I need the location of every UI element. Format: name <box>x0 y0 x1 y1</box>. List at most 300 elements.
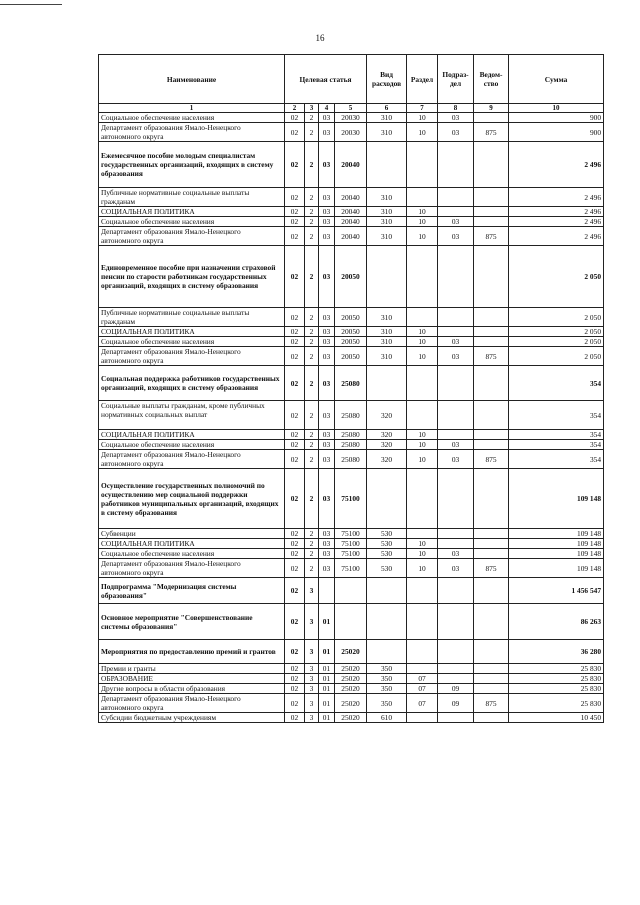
expense-type: 310 <box>367 347 407 366</box>
code-subprogram: 3 <box>305 713 319 723</box>
code-program: 02 <box>285 217 305 227</box>
table-row <box>99 113 604 123</box>
amount: 10 450 <box>509 713 604 723</box>
table-row <box>99 347 604 366</box>
code-direction: 75100 <box>335 549 367 559</box>
subsection: 03 <box>438 123 474 142</box>
column-number: 8 <box>438 104 474 113</box>
item-name: Департамент образования Ямало-Ненецкого автономного округа <box>99 227 285 246</box>
code-main-event: 03 <box>319 401 335 430</box>
subsection <box>438 327 474 337</box>
section: 07 <box>407 694 438 713</box>
department-code <box>474 207 509 217</box>
header-expense-type: Вид расходов <box>367 55 407 104</box>
section: 10 <box>407 450 438 469</box>
table-body <box>99 113 604 723</box>
expense-type: 610 <box>367 713 407 723</box>
expense-type: 310 <box>367 207 407 217</box>
code-direction: 25020 <box>335 640 367 664</box>
amount: 354 <box>509 430 604 440</box>
code-main-event: 03 <box>319 327 335 337</box>
code-main-event: 03 <box>319 366 335 401</box>
amount: 2 496 <box>509 207 604 217</box>
table-row <box>99 227 604 246</box>
header-name: Наименование <box>99 55 285 104</box>
subsection <box>438 674 474 684</box>
department-code: 875 <box>474 347 509 366</box>
code-program: 02 <box>285 694 305 713</box>
code-main-event: 01 <box>319 664 335 674</box>
code-program: 02 <box>285 549 305 559</box>
table-row <box>99 578 604 604</box>
department-code <box>474 366 509 401</box>
code-subprogram: 2 <box>305 430 319 440</box>
section: 10 <box>407 337 438 347</box>
item-name: Единовременное пособие при назначении страховой пенсии по старости работникам государственных организаций, входящих в систему образования <box>99 246 285 308</box>
subsection: 03 <box>438 559 474 578</box>
department-code <box>474 674 509 684</box>
code-subprogram: 2 <box>305 469 319 529</box>
code-subprogram: 2 <box>305 549 319 559</box>
code-subprogram: 3 <box>305 674 319 684</box>
code-main-event: 01 <box>319 640 335 664</box>
code-program: 02 <box>285 308 305 327</box>
code-main-event: 03 <box>319 227 335 246</box>
amount: 25 830 <box>509 674 604 684</box>
code-subprogram: 2 <box>305 113 319 123</box>
header-section: Раздел <box>407 55 438 104</box>
item-name: Социальные выплаты гражданам, кроме публичных нормативных социальных выплат <box>99 401 285 430</box>
expense-type: 310 <box>367 327 407 337</box>
code-direction: 20030 <box>335 113 367 123</box>
item-name: СОЦИАЛЬНАЯ ПОЛИТИКА <box>99 539 285 549</box>
expense-type: 530 <box>367 549 407 559</box>
item-name: СОЦИАЛЬНАЯ ПОЛИТИКА <box>99 430 285 440</box>
code-direction: 25080 <box>335 366 367 401</box>
table-row <box>99 430 604 440</box>
amount: 2 050 <box>509 347 604 366</box>
section: 10 <box>407 327 438 337</box>
section <box>407 246 438 308</box>
code-subprogram: 2 <box>305 529 319 539</box>
item-name: Социальная поддержка работников государственных организаций, входящих в систему образования <box>99 366 285 401</box>
code-subprogram: 2 <box>305 217 319 227</box>
subsection <box>438 664 474 674</box>
department-code <box>474 142 509 188</box>
amount: 900 <box>509 113 604 123</box>
item-name: Осуществление государственных полномочий по осуществлению мер социальной поддержки работников муниципальных организаций, входящих в систему образования <box>99 469 285 529</box>
table-row <box>99 549 604 559</box>
department-code <box>474 246 509 308</box>
section: 10 <box>407 217 438 227</box>
code-program: 02 <box>285 664 305 674</box>
code-main-event: 01 <box>319 684 335 694</box>
amount: 354 <box>509 366 604 401</box>
amount: 2 050 <box>509 246 604 308</box>
subsection <box>438 713 474 723</box>
code-direction: 20050 <box>335 327 367 337</box>
subsection <box>438 578 474 604</box>
department-code <box>474 539 509 549</box>
expense-type: 310 <box>367 217 407 227</box>
amount: 36 280 <box>509 640 604 664</box>
code-main-event: 01 <box>319 674 335 684</box>
code-main-event: 03 <box>319 559 335 578</box>
code-subprogram: 2 <box>305 450 319 469</box>
item-name: Социальное обеспечение населения <box>99 217 285 227</box>
code-subprogram: 2 <box>305 337 319 347</box>
item-name: Ежемесячное пособие молодым специалистам государственных организаций, входящих в систему образования <box>99 142 285 188</box>
table-row <box>99 123 604 142</box>
subsection: 03 <box>438 347 474 366</box>
subsection <box>438 604 474 640</box>
table-row <box>99 539 604 549</box>
code-subprogram: 2 <box>305 559 319 578</box>
code-subprogram: 3 <box>305 578 319 604</box>
expense-type: 310 <box>367 188 407 207</box>
item-name: Субсидии бюджетным учреждениям <box>99 713 285 723</box>
subsection <box>438 207 474 217</box>
table-row <box>99 694 604 713</box>
code-main-event: 03 <box>319 246 335 308</box>
code-direction: 20040 <box>335 217 367 227</box>
column-number: 7 <box>407 104 438 113</box>
code-program: 02 <box>285 539 305 549</box>
department-code <box>474 578 509 604</box>
department-code <box>474 113 509 123</box>
subsection: 09 <box>438 694 474 713</box>
expense-type <box>367 246 407 308</box>
item-name: Мероприятия по предоставлению премий и грантов <box>99 640 285 664</box>
code-program: 02 <box>285 440 305 450</box>
code-main-event: 03 <box>319 347 335 366</box>
code-subprogram: 2 <box>305 123 319 142</box>
section: 10 <box>407 347 438 366</box>
code-program: 02 <box>285 559 305 578</box>
expense-type: 350 <box>367 684 407 694</box>
subsection <box>438 640 474 664</box>
department-code: 875 <box>474 227 509 246</box>
column-number-row <box>99 104 604 113</box>
code-direction: 25080 <box>335 440 367 450</box>
code-direction: 20050 <box>335 347 367 366</box>
code-main-event <box>319 578 335 604</box>
subsection <box>438 366 474 401</box>
code-main-event: 03 <box>319 308 335 327</box>
department-code <box>474 337 509 347</box>
code-subprogram: 3 <box>305 694 319 713</box>
section <box>407 401 438 430</box>
expense-type <box>367 640 407 664</box>
item-name: Департамент образования Ямало-Ненецкого автономного округа <box>99 450 285 469</box>
table-row <box>99 308 604 327</box>
table-row <box>99 674 604 684</box>
item-name: Премии и гранты <box>99 664 285 674</box>
code-main-event: 03 <box>319 529 335 539</box>
code-direction: 75100 <box>335 559 367 578</box>
code-main-event: 03 <box>319 217 335 227</box>
code-subprogram: 2 <box>305 401 319 430</box>
amount: 2 496 <box>509 142 604 188</box>
table-row <box>99 469 604 529</box>
code-program: 02 <box>285 469 305 529</box>
expense-type: 320 <box>367 440 407 450</box>
department-code <box>474 549 509 559</box>
column-number: 5 <box>335 104 367 113</box>
code-main-event: 03 <box>319 469 335 529</box>
department-code <box>474 529 509 539</box>
header-row <box>99 55 604 104</box>
section <box>407 469 438 529</box>
code-main-event: 03 <box>319 440 335 450</box>
table-row <box>99 604 604 640</box>
expense-type <box>367 604 407 640</box>
code-main-event: 03 <box>319 142 335 188</box>
code-program: 02 <box>285 207 305 217</box>
code-main-event: 03 <box>319 207 335 217</box>
expense-type: 350 <box>367 674 407 684</box>
section: 10 <box>407 207 438 217</box>
expense-type: 310 <box>367 227 407 246</box>
item-name: Социальное обеспечение населения <box>99 440 285 450</box>
code-program: 02 <box>285 450 305 469</box>
department-code <box>474 604 509 640</box>
code-main-event: 01 <box>319 694 335 713</box>
section: 10 <box>407 549 438 559</box>
subsection: 03 <box>438 450 474 469</box>
code-subprogram: 2 <box>305 246 319 308</box>
code-direction: 20030 <box>335 123 367 142</box>
table-row <box>99 366 604 401</box>
code-main-event: 03 <box>319 113 335 123</box>
code-program: 02 <box>285 529 305 539</box>
table-row <box>99 559 604 578</box>
code-main-event: 03 <box>319 123 335 142</box>
subsection <box>438 142 474 188</box>
code-program: 02 <box>285 674 305 684</box>
department-code: 875 <box>474 559 509 578</box>
code-direction: 25020 <box>335 664 367 674</box>
item-name: Департамент образования Ямало-Ненецкого автономного округа <box>99 694 285 713</box>
section: 10 <box>407 440 438 450</box>
top-rule-line <box>0 4 62 5</box>
table-row <box>99 450 604 469</box>
section: 10 <box>407 227 438 246</box>
expense-type: 310 <box>367 308 407 327</box>
item-name: Департамент образования Ямало-Ненецкого автономного округа <box>99 347 285 366</box>
item-name: Социальное обеспечение населения <box>99 337 285 347</box>
code-main-event: 03 <box>319 188 335 207</box>
department-code: 875 <box>474 450 509 469</box>
section: 10 <box>407 539 438 549</box>
expense-type: 350 <box>367 664 407 674</box>
subsection: 03 <box>438 549 474 559</box>
item-name: Публичные нормативные социальные выплаты гражданам <box>99 188 285 207</box>
code-main-event: 03 <box>319 539 335 549</box>
item-name: Департамент образования Ямало-Ненецкого автономного округа <box>99 123 285 142</box>
section <box>407 604 438 640</box>
expense-type: 320 <box>367 450 407 469</box>
table-row <box>99 401 604 430</box>
code-direction: 25020 <box>335 674 367 684</box>
code-subprogram: 2 <box>305 142 319 188</box>
section: 10 <box>407 559 438 578</box>
item-name: СОЦИАЛЬНАЯ ПОЛИТИКА <box>99 207 285 217</box>
table-row <box>99 217 604 227</box>
code-subprogram: 3 <box>305 604 319 640</box>
code-main-event: 03 <box>319 549 335 559</box>
code-subprogram: 2 <box>305 327 319 337</box>
subsection <box>438 246 474 308</box>
code-subprogram: 3 <box>305 684 319 694</box>
column-number: 4 <box>319 104 335 113</box>
header-target-article: Целевая статья <box>285 55 367 104</box>
item-name: Социальное обеспечение населения <box>99 549 285 559</box>
code-direction: 20040 <box>335 207 367 217</box>
expense-type <box>367 366 407 401</box>
item-name: Основное мероприятие "Совершенствование системы образования" <box>99 604 285 640</box>
amount: 354 <box>509 440 604 450</box>
department-code <box>474 430 509 440</box>
subsection <box>438 401 474 430</box>
code-direction: 25080 <box>335 430 367 440</box>
code-program: 02 <box>285 246 305 308</box>
amount: 900 <box>509 123 604 142</box>
subsection <box>438 469 474 529</box>
section: 10 <box>407 123 438 142</box>
code-subprogram: 2 <box>305 188 319 207</box>
code-program: 02 <box>285 188 305 207</box>
code-program: 02 <box>285 123 305 142</box>
code-main-event: 03 <box>319 450 335 469</box>
subsection <box>438 539 474 549</box>
table-row <box>99 640 604 664</box>
column-number: 3 <box>305 104 319 113</box>
code-program: 02 <box>285 366 305 401</box>
expense-type: 310 <box>367 123 407 142</box>
expense-type: 530 <box>367 559 407 578</box>
code-subprogram: 3 <box>305 664 319 674</box>
code-program: 02 <box>285 604 305 640</box>
code-main-event: 01 <box>319 713 335 723</box>
column-number: 6 <box>367 104 407 113</box>
amount: 109 148 <box>509 539 604 549</box>
code-direction: 20040 <box>335 227 367 246</box>
amount: 25 830 <box>509 664 604 674</box>
subsection <box>438 308 474 327</box>
department-code <box>474 664 509 674</box>
subsection: 03 <box>438 227 474 246</box>
amount: 354 <box>509 450 604 469</box>
code-direction: 25080 <box>335 401 367 430</box>
code-subprogram: 2 <box>305 440 319 450</box>
section: 10 <box>407 430 438 440</box>
code-main-event: 01 <box>319 604 335 640</box>
code-direction <box>335 578 367 604</box>
code-direction: 20040 <box>335 188 367 207</box>
amount: 109 148 <box>509 469 604 529</box>
table-row <box>99 337 604 347</box>
section <box>407 640 438 664</box>
section: 07 <box>407 684 438 694</box>
amount: 25 830 <box>509 684 604 694</box>
budget-table <box>98 54 604 723</box>
amount: 109 148 <box>509 529 604 539</box>
code-direction: 75100 <box>335 529 367 539</box>
code-program: 02 <box>285 401 305 430</box>
code-direction: 20050 <box>335 337 367 347</box>
expense-type: 310 <box>367 337 407 347</box>
item-name: Подпрограмма "Модернизация системы образования" <box>99 578 285 604</box>
department-code <box>474 640 509 664</box>
code-direction: 75100 <box>335 539 367 549</box>
column-number: 10 <box>509 104 604 113</box>
code-program: 02 <box>285 713 305 723</box>
code-main-event: 03 <box>319 430 335 440</box>
code-direction: 25020 <box>335 713 367 723</box>
code-direction: 25020 <box>335 694 367 713</box>
subsection <box>438 188 474 207</box>
department-code: 875 <box>474 123 509 142</box>
code-direction: 20050 <box>335 246 367 308</box>
column-number: 9 <box>474 104 509 113</box>
code-subprogram: 2 <box>305 366 319 401</box>
code-subprogram: 3 <box>305 640 319 664</box>
amount: 2 050 <box>509 337 604 347</box>
department-code: 875 <box>474 694 509 713</box>
expense-type <box>367 142 407 188</box>
amount: 2 050 <box>509 327 604 337</box>
code-program: 02 <box>285 578 305 604</box>
section <box>407 308 438 327</box>
section <box>407 529 438 539</box>
table-row <box>99 207 604 217</box>
table-row <box>99 664 604 674</box>
code-direction: 20040 <box>335 142 367 188</box>
amount: 109 148 <box>509 549 604 559</box>
amount: 109 148 <box>509 559 604 578</box>
item-name: ОБРАЗОВАНИЕ <box>99 674 285 684</box>
department-code <box>474 440 509 450</box>
code-subprogram: 2 <box>305 308 319 327</box>
section: 10 <box>407 113 438 123</box>
department-code <box>474 713 509 723</box>
subsection: 09 <box>438 684 474 694</box>
item-name: Публичные нормативные социальные выплаты гражданам <box>99 308 285 327</box>
section <box>407 713 438 723</box>
table-row <box>99 713 604 723</box>
column-number: 1 <box>99 104 285 113</box>
item-name: Социальное обеспечение населения <box>99 113 285 123</box>
department-code <box>474 401 509 430</box>
column-number: 2 <box>285 104 305 113</box>
amount: 2 496 <box>509 217 604 227</box>
expense-type <box>367 469 407 529</box>
code-program: 02 <box>285 227 305 246</box>
table-row <box>99 440 604 450</box>
header-subsection: Подраз-дел <box>438 55 474 104</box>
department-code <box>474 684 509 694</box>
expense-type: 530 <box>367 529 407 539</box>
expense-type: 350 <box>367 694 407 713</box>
subsection: 03 <box>438 440 474 450</box>
table-row <box>99 327 604 337</box>
expense-type <box>367 578 407 604</box>
item-name: Департамент образования Ямало-Ненецкого автономного округа <box>99 559 285 578</box>
code-subprogram: 2 <box>305 207 319 217</box>
item-name: СОЦИАЛЬНАЯ ПОЛИТИКА <box>99 327 285 337</box>
amount: 25 830 <box>509 694 604 713</box>
